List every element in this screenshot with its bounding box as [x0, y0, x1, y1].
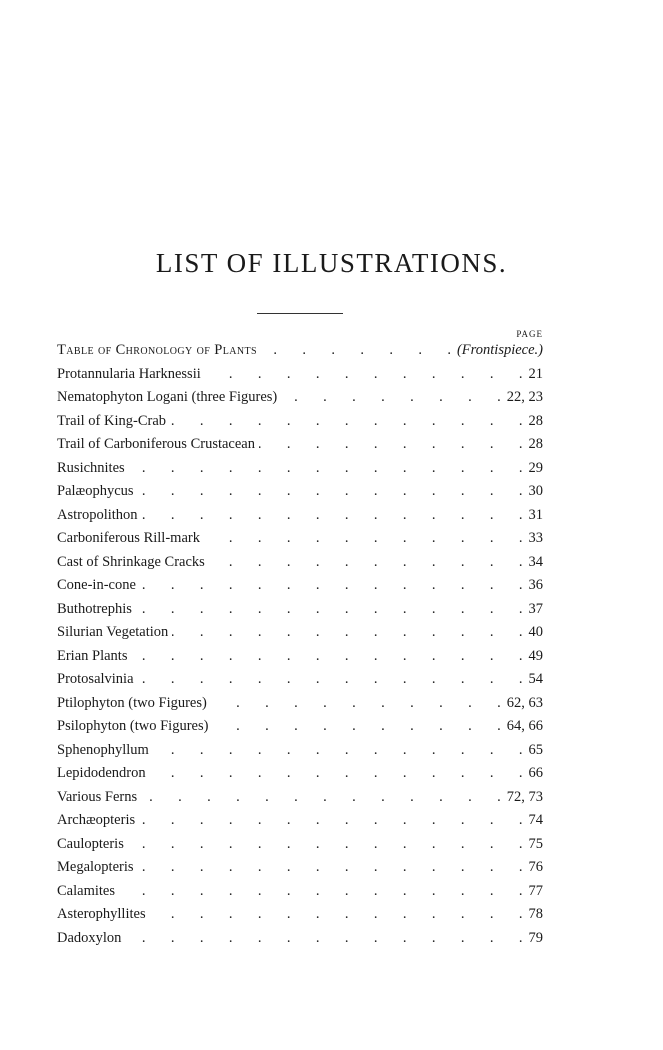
dot-leader	[119, 883, 523, 900]
entry-title: Megalopteris	[57, 859, 134, 875]
dot-leader	[142, 507, 523, 524]
list-item	[57, 366, 543, 390]
dot-leader	[211, 695, 501, 712]
entry-title: Ptilophyton (two Figures)	[57, 694, 207, 711]
entry-page: 40	[528, 624, 543, 640]
list-item	[57, 812, 543, 836]
title-rule	[257, 313, 343, 314]
entry-title: Cast of Shrinkage Cracks	[57, 553, 205, 570]
entry-page: 37	[528, 600, 543, 617]
entry-page: 34	[528, 553, 543, 570]
list-item	[57, 695, 543, 719]
list-item	[57, 836, 543, 860]
entry-title: Cone-in-cone	[57, 577, 136, 593]
dot-leader	[125, 930, 522, 947]
list-item	[57, 624, 543, 648]
entry-page: 36	[528, 577, 543, 593]
list-item	[57, 413, 543, 437]
entry-page: 64, 66	[506, 718, 543, 734]
list-item	[57, 389, 543, 413]
dot-leader	[212, 718, 500, 735]
entry-page: 72, 73	[506, 788, 543, 805]
dot-leader	[204, 530, 523, 547]
entry-title: Silurian Vegetation	[57, 624, 169, 640]
entry-title: Asterophyllites	[57, 906, 146, 922]
entry-page: 30	[528, 483, 543, 499]
entry-page: 31	[528, 506, 543, 523]
list-item	[57, 577, 543, 601]
dot-leader	[131, 648, 522, 665]
entry-title: Various Ferns	[57, 788, 138, 805]
entry-page: 74	[528, 812, 543, 828]
dot-leader	[153, 742, 523, 759]
entry-title: Astropolithon	[57, 506, 138, 523]
entry-page: 79	[528, 929, 543, 946]
illustrations-list	[57, 342, 543, 953]
entry-title: Protannularia Harknessii	[57, 365, 201, 382]
dot-leader	[205, 366, 523, 383]
list-item	[57, 930, 543, 954]
list-item	[57, 460, 543, 484]
dot-leader	[128, 836, 523, 853]
entry-title: Trail of King-Crab	[57, 412, 167, 429]
entry-page: 28	[528, 412, 543, 429]
entry-page: 21	[528, 365, 543, 382]
list-item	[57, 530, 543, 554]
entry-title: Calamites	[57, 882, 115, 899]
entry-title: Caulopteris	[57, 835, 124, 852]
entry-title: Nematophyton Logani (three Figures)	[57, 389, 278, 405]
dot-leader	[140, 577, 523, 594]
list-item	[57, 483, 543, 507]
entry-page: 49	[528, 647, 543, 664]
list-item	[57, 342, 543, 366]
entry-page: 78	[528, 906, 543, 922]
list-item	[57, 906, 543, 930]
dot-leader	[139, 812, 522, 829]
page-title: LIST OF ILLUSTRATIONS.	[155, 248, 508, 278]
entry-page: 54	[528, 671, 543, 687]
list-item	[57, 648, 543, 672]
list-item	[57, 436, 543, 460]
entry-title: Archæopteris	[57, 812, 136, 828]
dot-leader	[172, 624, 522, 641]
dot-leader	[136, 601, 523, 618]
dot-leader	[209, 554, 523, 571]
entry-page: 29	[528, 459, 543, 476]
entry-title: Rusichnites	[57, 459, 125, 476]
entry-page: 62, 63	[506, 694, 543, 711]
entry-page: 28	[528, 436, 543, 452]
list-item	[57, 883, 543, 907]
list-item	[57, 765, 543, 789]
entry-title: Carboniferous Rill-mark	[57, 530, 200, 546]
entry-title: Buthotrephis	[57, 600, 132, 617]
list-item	[57, 742, 543, 766]
dot-leader	[150, 765, 523, 782]
dot-leader	[170, 413, 522, 430]
entry-title: Psilophyton (two Figures)	[57, 718, 209, 734]
entry-title: Dadoxylon	[57, 929, 122, 946]
dot-leader	[259, 436, 523, 453]
entry-title: Trail of Carboniferous Crustacean	[57, 436, 255, 452]
list-item	[57, 507, 543, 531]
dot-leader	[129, 460, 523, 477]
dot-leader	[138, 671, 523, 688]
entry-page: 65	[528, 741, 543, 758]
list-item	[57, 671, 543, 695]
dot-leader	[261, 342, 451, 359]
entry-page: 75	[528, 835, 543, 852]
entry-title: Protosalvinia	[57, 671, 134, 687]
list-item	[57, 554, 543, 578]
entry-title: Sphenophyllum	[57, 741, 149, 758]
dot-leader	[150, 906, 523, 923]
entry-page: 33	[528, 530, 543, 546]
list-item	[57, 718, 543, 742]
entry-page: 76	[528, 859, 543, 875]
entry-title: Lepidodendron	[57, 765, 146, 781]
page-column-header: PAGE	[516, 329, 543, 339]
entry-page: 77	[528, 882, 543, 899]
entry-title: Erian Plants	[57, 647, 128, 664]
dot-leader	[141, 789, 501, 806]
dot-leader	[138, 483, 523, 500]
entry-page: (Frontispiece.)	[456, 342, 543, 358]
list-item	[57, 789, 543, 813]
entry-page: 22, 23	[506, 389, 543, 405]
list-item	[57, 601, 543, 625]
list-item	[57, 859, 543, 883]
dot-leader	[138, 859, 523, 876]
dot-leader	[281, 389, 500, 406]
entry-title: Palæophycus	[57, 483, 134, 499]
entry-title: Table of Chronology of Plants	[57, 342, 257, 358]
entry-page: 66	[528, 765, 543, 781]
